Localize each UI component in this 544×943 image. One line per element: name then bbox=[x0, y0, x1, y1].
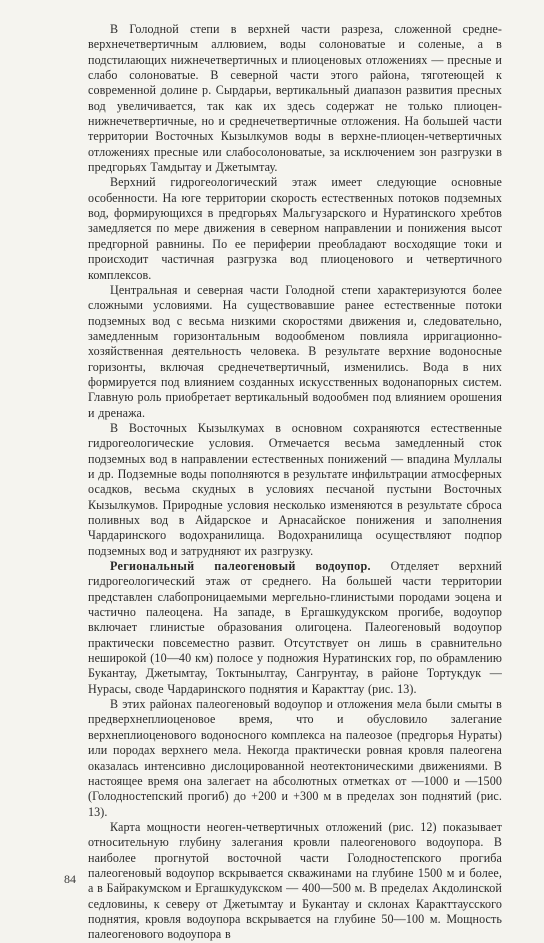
paragraph-6: В этих районах палеогеновый водоупор и отложения мела были смыты в предверхнеплиоценовое время, что и обусловило залегание верхнеплиоценового водоносного комплекса на палеозое (предгорья Нураты) или породах верхнего мела. Некогда практически ровная кровля палеогена оказалась интенсивно дислоцированной неотектоническими движениями. В настоящее время она залегает на абсолютных отметках от —1000 и —1500 (Голодностепский прогиб) до +200 и +300 м в пределах зон поднятий (рис. 13). bbox=[88, 697, 502, 819]
body-text bbox=[88, 22, 502, 943]
paragraph-1: В Голодной степи в верхней части разреза, сложенной средне-верхнечетвертичным аллювием, воды солоноватые и соленые, а в подстилающих нижнечетвертичных и плиоценовых отложениях — пресные и слабо солоноватые. В северной части этого района, тяготеющей к современной долине р. Сырдарьи, вертикальный диапазон развития пресных вод увеличивается, так как их здесь содержат не только плиоцен-нижнечетвертичные, но и среднечетвертичные отложения. На большей части территории Восточных Кызылкумов воды в верхне-плиоцен-четвертичных отложениях пресные или слабосолоноватые, за исключением зон разгрузки в предгорьях Тамдытау и Джетымтау. bbox=[88, 22, 502, 175]
section-heading: Региональный палеогеновый водоупор. bbox=[110, 559, 371, 574]
paragraph-5-text: Отделяет верхний гидрогеологический этаж от среднего. На большей части территории представлен слабопроницаемыми мергельно-глинистыми породами эоцена и частично палеоцена. На западе, в Ергашкудукском прогибе, водоупор включает глинистые образования олигоцена. Палеогеновый водоупор практически повсеместно развит. Отсутствует он лишь в сравнительно неширокой (10—40 км) полосе у подножия Нуратинских гор, по обрамлению Букантау, Джетымтау, Токтынылтау, Сангрунтау, в районе Тортукдук — Нурасы, своде Чардаринского поднятия и Каракттау (рис. 13). bbox=[88, 559, 502, 696]
paragraph-5 bbox=[88, 559, 502, 697]
page-number: 84 bbox=[64, 872, 76, 886]
paragraph-3: Центральная и северная части Голодной степи характеризуются более сложными условиями. На существовавшие ранее естественные потоки подземных вод с весьма низкими скоростями движения и, следовательно, замедленным горизонтальным водообменом повлияла ирригационно-хозяйственная деятельность человека. В результате верхние водоносные горизонты, включая среднечетвертичный, изменились. Вода в них формируется под влиянием созданных искусственных водонапорных систем. Главную роль приобретает вертикальный водообмен под влиянием орошения и дренажа. bbox=[88, 282, 502, 420]
paragraph-7: Карта мощности неоген-четвертичных отложений (рис. 12) показывает относительную глубину залегания кровли палеогенового водоупора. В наиболее прогнутой восточной части Голодностепского прогиба палеогеновый водоупор вскрывается скважинами на глубине 1500 м и более, а в Байракумском и Ергашкудукском — 400—500 м. В пределах Акдолинской седловины, к северу от Джетымтау и Букантау и склонах Каракттаусского поднятия, кровля водоупора вскрывается на глубине 50—100 м. Мощность палеогенового водоупора в bbox=[88, 819, 502, 942]
paragraph-2: Верхний гидрогеологический этаж имеет следующие основные особенности. На юге территории скорость естественных потоков подземных вод, формирующихся в предгорьях Мальгузарского и Нуратинского хребтов замедляется по мере движения в северном направлении и понижения высот предгорной равнины. По ее периферии преобладают восходящие токи и происходит частичная разгрузка вод плиоценового и четвертичного комплексов. bbox=[88, 175, 502, 282]
paragraph-4: В Восточных Кызылкумах в основном сохраняются естественные гидрогеологические условия. Отмечается весьма замедленный сток подземных вод в направлении естественных понижений — впадина Муллалы и др. Подземные воды пополняются в результате инфильтрации атмосферных осадков, весьма скудных в условиях песчаной пустыни Восточных Кызылкумов. Природные условия несколько изменяются в результате сброса поливных вод в Айдарское и Арнасайское понижения и заполнения Чардаринского водохранилища. Водохранилища осуществляют подпор подземных вод и затрудняют их разгрузку. bbox=[88, 420, 502, 558]
